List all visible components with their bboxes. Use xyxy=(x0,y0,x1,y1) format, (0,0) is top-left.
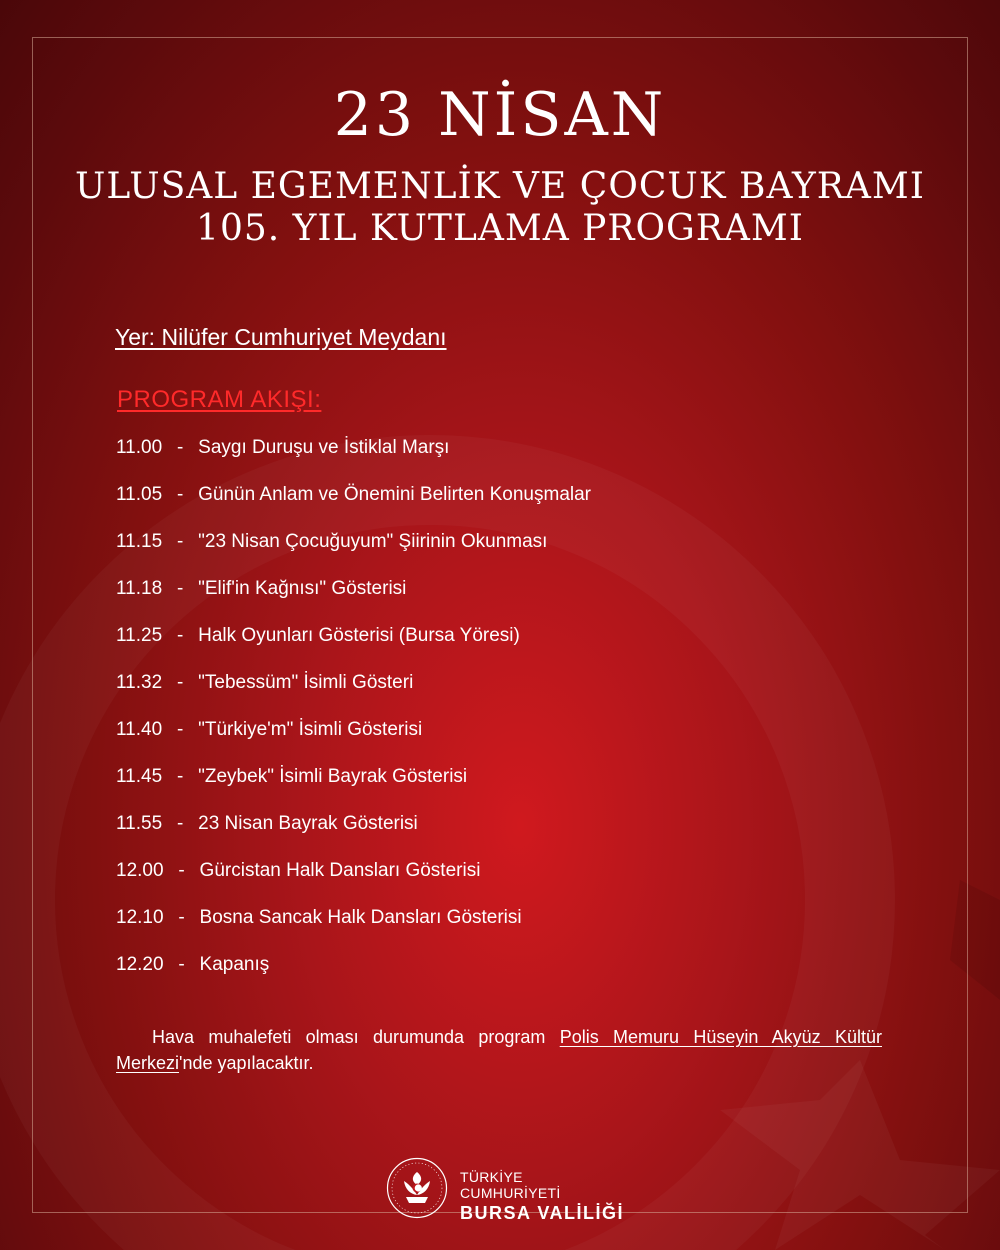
schedule-event: "Zeybek" İsimli Bayrak Gösterisi xyxy=(198,766,468,787)
venue-text: Yer: Nilüfer Cumhuriyet Meydanı xyxy=(115,324,447,350)
schedule-event: Saygı Duruşu ve İstiklal Marşı xyxy=(198,437,450,458)
page-title: 23 NİSAN xyxy=(333,80,667,150)
schedule-event: Gürcistan Halk Dansları Gösterisi xyxy=(199,860,481,881)
schedule-separator: - xyxy=(176,437,184,458)
schedule-separator: - xyxy=(176,625,184,646)
schedule-item xyxy=(116,950,591,997)
schedule-event: Bosna Sancak Halk Dansları Gösterisi xyxy=(199,907,522,928)
weather-note xyxy=(116,1024,882,1076)
schedule-event: "Türkiye'm" İsimli Gösterisi xyxy=(198,719,423,740)
schedule-event: "23 Nisan Çocuğuyum" Şiirinin Okunması xyxy=(198,531,548,552)
schedule-item xyxy=(116,574,591,621)
schedule-separator: - xyxy=(176,672,184,693)
bursa-valiligi-logo xyxy=(386,1157,626,1223)
valilik-emblem-icon xyxy=(386,1157,448,1219)
schedule-item xyxy=(116,621,591,668)
schedule-separator: - xyxy=(176,484,184,505)
schedule-time: 12.00 xyxy=(116,860,164,881)
schedule-separator: - xyxy=(176,531,184,552)
schedule-time: 11.45 xyxy=(116,766,163,787)
schedule-item xyxy=(116,715,591,762)
schedule-time: 11.55 xyxy=(116,813,163,834)
schedule-time: 11.00 xyxy=(116,437,163,458)
schedule-event: "Elif'in Kağnısı" Gösterisi xyxy=(198,578,407,599)
schedule-time: 11.05 xyxy=(116,484,163,505)
weather-note-text: Hava muhalefeti olması durumunda program xyxy=(152,1027,560,1047)
schedule-time: 11.25 xyxy=(116,625,163,646)
schedule-event: Halk Oyunları Gösterisi (Bursa Yöresi) xyxy=(198,625,520,646)
schedule-separator: - xyxy=(178,907,185,928)
schedule-item xyxy=(116,527,591,574)
schedule-item xyxy=(116,762,591,809)
schedule-item xyxy=(116,903,591,950)
schedule-item xyxy=(116,433,591,480)
schedule-item xyxy=(116,809,591,856)
schedule-separator: - xyxy=(178,954,185,975)
schedule-time: 11.40 xyxy=(116,719,163,740)
schedule-time: 11.15 xyxy=(116,531,163,552)
program-heading: PROGRAM AKIŞI: xyxy=(117,386,322,413)
schedule-event: 23 Nisan Bayrak Gösterisi xyxy=(198,813,418,834)
alternate-venue-name: Polis Memuru Hüseyin Akyüz Kültür Merkezi xyxy=(116,1027,882,1073)
schedule-separator: - xyxy=(176,719,184,740)
event-title-line1: ULUSAL EGEMENLİK VE ÇOCUK BAYRAMI xyxy=(75,166,925,207)
schedule-event: Kapanış xyxy=(199,954,270,975)
schedule-time: 11.32 xyxy=(116,672,163,693)
schedule-time: 11.18 xyxy=(116,578,163,599)
schedule-event: "Tebessüm" İsimli Gösteri xyxy=(198,672,414,693)
event-title-line2: 105. YIL KUTLAMA PROGRAMI xyxy=(196,208,804,249)
schedule-item xyxy=(116,668,591,715)
schedule-separator: - xyxy=(178,860,185,881)
schedule-time: 12.10 xyxy=(116,907,164,928)
schedule-separator: - xyxy=(176,578,184,599)
schedule-separator: - xyxy=(176,766,184,787)
schedule-item xyxy=(116,480,591,527)
schedule-event: Günün Anlam ve Önemini Belirten Konuşmalar xyxy=(198,484,592,505)
program-schedule xyxy=(116,433,591,997)
schedule-item xyxy=(116,856,591,903)
logo-line-institution: BURSA VALİLİĞİ xyxy=(460,1203,624,1223)
schedule-time: 12.20 xyxy=(116,954,164,975)
logo-line-country: TÜRKİYE CUMHURİYETİ xyxy=(460,1169,561,1201)
weather-note-suffix: 'nde yapılacaktır. xyxy=(179,1053,314,1073)
schedule-separator: - xyxy=(176,813,184,834)
logo-text xyxy=(460,1169,626,1224)
